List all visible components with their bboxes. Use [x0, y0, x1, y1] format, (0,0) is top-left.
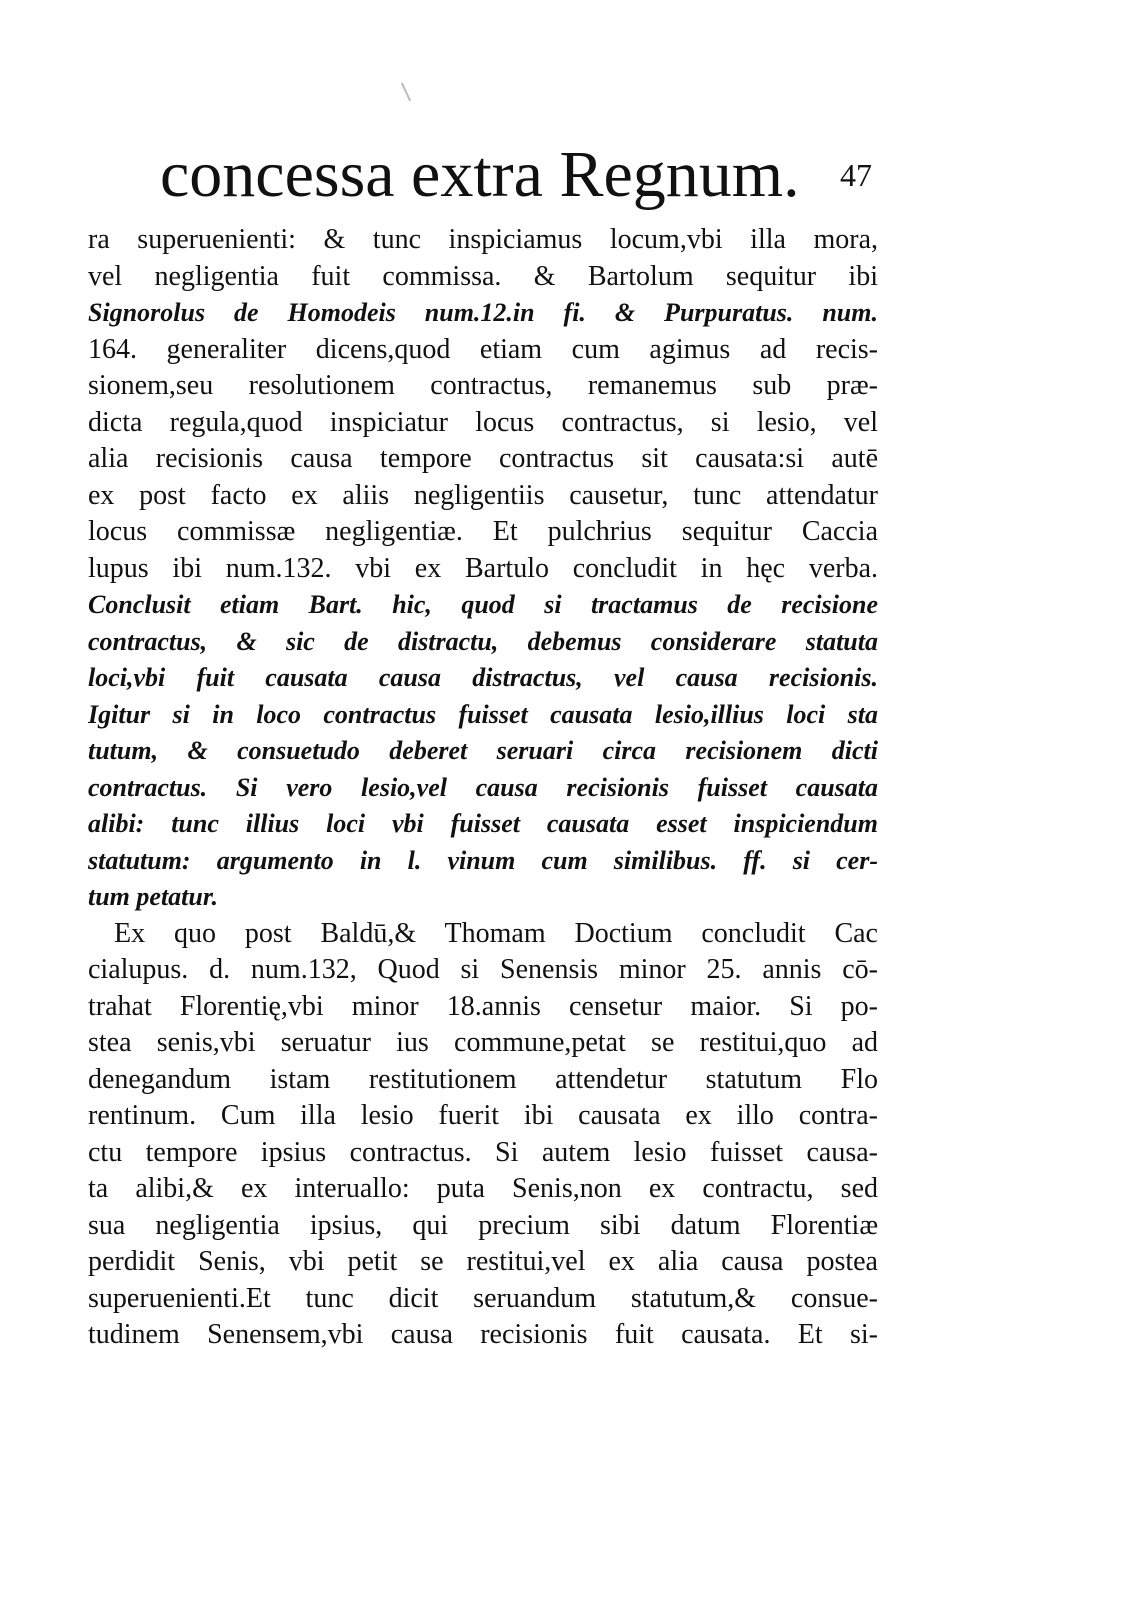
quoted-line: Conclusit etiam Bart. hic, quod si tractamus de recisione — [88, 590, 878, 619]
text-line: stea senis,vbi seruatur ius commune,petat se restitui,quo ad — [88, 1027, 878, 1058]
quoted-line: Igitur si in loco contractus fuisset causata lesio,illius loci sta — [88, 699, 878, 729]
text-line: tudinem Senensem,vbi causa recisionis fuit causata. Et si- — [88, 1319, 878, 1350]
text-line: sionem,seu resolutionem contractus, remanemus sub præ- — [88, 370, 878, 401]
quoted-line: alibi: tunc illius loci vbi fuisset causata esset inspiciendum — [88, 809, 878, 838]
running-title: concessa extra Regnum. — [160, 138, 800, 211]
text-line: cialupus. d. num.132, Quod si Senensis minor 25. annis cō- — [88, 954, 878, 985]
text-line: trahat Florentię,vbi minor 18.annis censetur maior. Si po- — [88, 990, 878, 1022]
text-line: alia recisionis causa tempore contractus sit causata:si autē — [88, 443, 878, 474]
text-line: 164. generaliter dicens,quod etiam cum agimus ad recis- — [88, 333, 878, 365]
quoted-line: statutum: argumento in l. vinum cum similibus. ff. si cer- — [88, 845, 878, 875]
body-text — [88, 222, 878, 1354]
text-line: sua negligentia ipsius, qui precium sibi datum Florentiæ — [88, 1209, 878, 1241]
running-head — [150, 135, 910, 215]
quoted-line: loci,vbi fuit causata causa distractus, vel causa recisionis. — [88, 663, 878, 692]
quoted-line: contractus, & sic de distractu, debemus considerare statuta — [88, 626, 878, 656]
text-line: locus commissæ negligentiæ. Et pulchrius sequitur Caccia — [88, 516, 878, 547]
paragraph-start-line: Ex quo post Baldū,& Thomam Doctium concludit Cac — [114, 917, 878, 949]
text-line: ta alibi,& ex interuallo: puta Senis,non ex contractu, sed — [88, 1173, 878, 1204]
text-line: perdidit Senis, vbi petit se restitui,vel ex alia causa postea — [88, 1246, 878, 1277]
text-line: ctu tempore ipsius contractus. Si autem lesio fuisset causa- — [88, 1136, 878, 1168]
quoted-line: contractus. Si vero lesio,vel causa recisionis fuisset causata — [88, 772, 878, 802]
text-line: lupus ibi num.132. vbi ex Bartulo concludit in hęc verba. — [88, 552, 878, 584]
quoted-line: tutum, & consuetudo deberet seruari circa recisionem dicti — [88, 736, 878, 765]
text-line: Signorolus de Homodeis num.12.in fi. & Purpuratus. num. — [88, 298, 878, 327]
text-line: superuenienti.Et tunc dicit seruandum statutum,& consue- — [88, 1282, 878, 1314]
text-line: ra superuenienti: & tunc inspiciamus locum,vbi illa mora, — [88, 224, 878, 255]
paper-speck — [401, 83, 411, 102]
text-line: vel negligentia fuit commissa. & Bartolum sequitur ibi — [88, 260, 878, 292]
text-line: rentinum. Cum illa lesio fuerit ibi causata ex illo contra- — [88, 1100, 878, 1131]
text-line: denegandum istam restitutionem attendetur statutum Flo — [88, 1063, 878, 1095]
text-line: ex post facto ex aliis negligentiis causetur, tunc attendatur — [88, 479, 878, 511]
quoted-line: tum petatur. — [88, 882, 219, 911]
text-line: dicta regula,quod inspiciatur locus contractus, si lesio, vel — [88, 406, 878, 438]
page-number: 47 — [840, 157, 872, 193]
